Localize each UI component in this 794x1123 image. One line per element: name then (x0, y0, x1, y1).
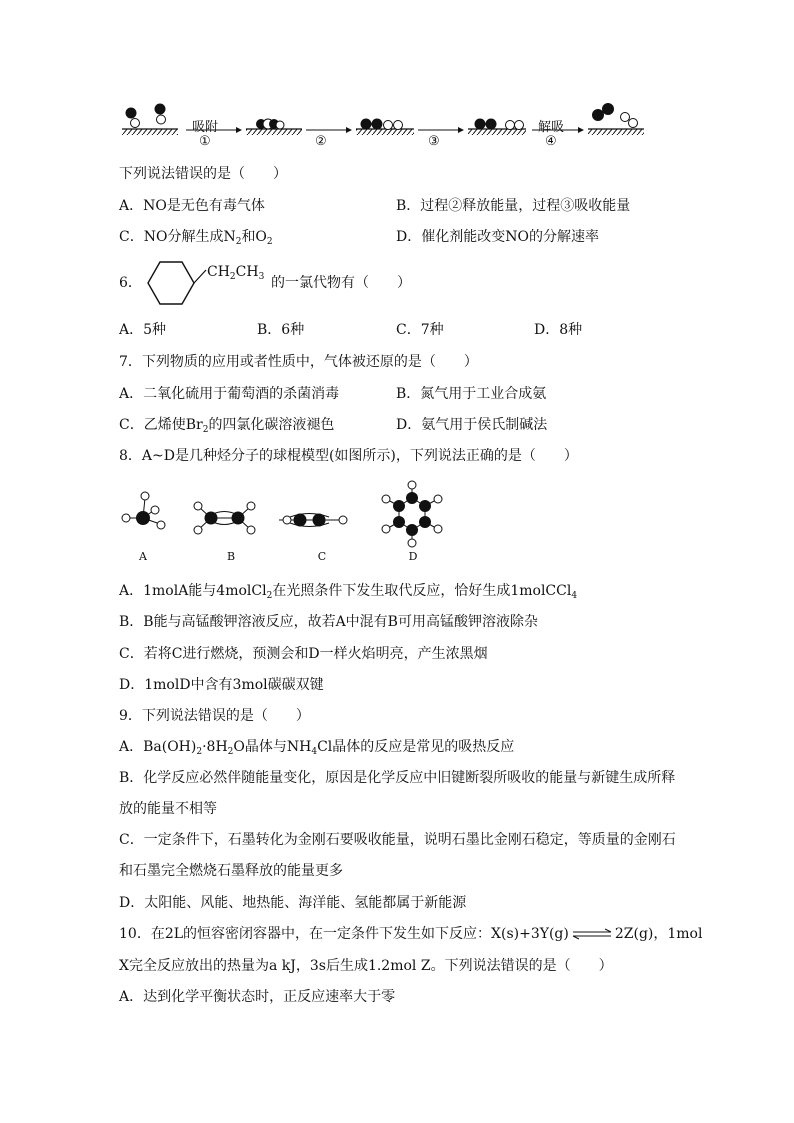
model-d-benzene (382, 481, 442, 547)
q9-stem: 9．下列说法错误的是（ ） (119, 708, 310, 724)
model-b-ethylene (194, 502, 255, 534)
arrow-step-2 (306, 127, 352, 133)
q8-option-b: B．B能与高锰酸钾溶液反应，故若A中混有B可用高锰酸钾溶液除杂 (119, 614, 538, 630)
q7-option-b: B．氮气用于工业合成氨 (396, 386, 547, 402)
model-label-b: B (226, 550, 236, 563)
q5-option-b: B．过程②释放能量，过程③吸收能量 (396, 198, 631, 214)
q7-option-d: D．氨气用于侯氏制碱法 (396, 417, 548, 433)
arrow-3-step-number: ③ (428, 134, 440, 149)
q9-option-c-line1: C．一定条件下，石墨转化为金刚石要吸收能量，说明石墨比金刚石稳定，等质量的金刚石 (119, 832, 676, 848)
q6-option-b: B．6种 (257, 322, 305, 338)
model-a-methane (122, 492, 165, 529)
q9-option-b-line1: B．化学反应必然伴随能量变化，原因是化学反应中旧键断裂所吸收的能量与新键生成所释 (119, 770, 676, 786)
catalyst-surface-4 (468, 129, 526, 135)
equilibrium-arrow-icon (571, 928, 613, 940)
q7-stem: 7．下列物质的应用或者性质中，气体被还原的是（ ） (119, 354, 478, 370)
arrow-step-3 (418, 127, 464, 133)
dissociated-atoms (361, 119, 403, 130)
q8-option-d: D．1molD中含有3mol碳碳双键 (119, 677, 324, 693)
q10-line1: 10．在2L的恒容密闭容器中，在一定条件下发生如下反应：X(s)+3Y(g) 2Z(g)，1mol (119, 926, 703, 942)
ball-and-stick-models (118, 478, 458, 548)
arrow-1-top-label: 吸附 (192, 120, 219, 135)
model-label-c: C (317, 550, 327, 563)
no-molecules-free (126, 104, 166, 128)
model-label-d: D (408, 550, 418, 563)
n2-o2-desorbed (592, 103, 638, 128)
ethylcyclohexane-structure (138, 258, 208, 310)
q7-option-a: A．二氧化硫用于葡萄酒的杀菌消毒 (119, 386, 340, 402)
arrow-2-step-number: ② (315, 134, 327, 149)
q8-stem: 8．A~D是几种烃分子的球棍模型(如图所示)，下列说法正确的是（ ） (119, 448, 578, 464)
q8-option-c: C．若将C进行燃烧，预测会和D一样火焰明亮，产生浓黑烟 (119, 646, 488, 662)
q8-option-a: A．1molA能与4molCl$_2$在光照条件下发生取代反应，恰好生成1molCCl$_4$ (119, 583, 578, 601)
catalyst-surface-3 (356, 129, 414, 135)
q5-stem: 下列说法错误的是（ ） (119, 166, 287, 182)
model-c-acetylene (279, 514, 347, 527)
arrow-4-step-number: ④ (545, 134, 557, 149)
q10-line2: X完全反应放出的热量为a kJ，3s后生成1.2mol Z。下列说法错误的是（ ） (119, 958, 613, 974)
q5-option-d: D．催化剂能改变NO的分解速率 (396, 229, 599, 245)
catalyst-surface-2 (246, 129, 302, 135)
q9-option-d: D．太阳能、风能、地热能、海洋能、氢能都属于新能源 (119, 895, 467, 911)
no-molecules-adsorbed (256, 119, 284, 129)
arrow-4-top-label: 解吸 (538, 120, 565, 135)
q6-option-a: A．5种 (119, 322, 167, 338)
q9-option-b-line2: 放的能量不相等 (119, 801, 217, 817)
q5-option-a: A．NO是无色有毒气体 (119, 198, 265, 214)
q6-number: 6． (119, 275, 142, 291)
catalyst-surface-5 (588, 129, 644, 135)
q6-stem: 的一氯代物有（ ） (271, 275, 411, 291)
model-label-a: A (139, 550, 147, 563)
q10-option-a: A．达到化学平衡状态时，正反应速率大于零 (119, 989, 396, 1005)
catalyst-surface-1 (122, 129, 178, 135)
n2-o2-adsorbed (475, 119, 524, 130)
q7-option-c: C．乙烯使$Br_2$的四氯化碳溶液褪色 (119, 417, 335, 435)
q5-option-c: C．NO分解生成$N_2$和$O_2$ (119, 229, 273, 247)
q9-option-c-line2: 和石墨完全燃烧石墨释放的能量更多 (119, 863, 343, 879)
q6-ethyl-group: $CH_2CH_3$ (207, 264, 265, 282)
arrow-1-step-number: ① (199, 134, 211, 149)
q6-option-d: D．8种 (534, 322, 583, 338)
q6-option-c: C．7种 (396, 322, 444, 338)
q9-option-a: A．$Ba(OH)_2\cdot 8H_2O$晶体与$NH_4Cl$晶体的反应是常见的吸热反应 (119, 739, 515, 757)
